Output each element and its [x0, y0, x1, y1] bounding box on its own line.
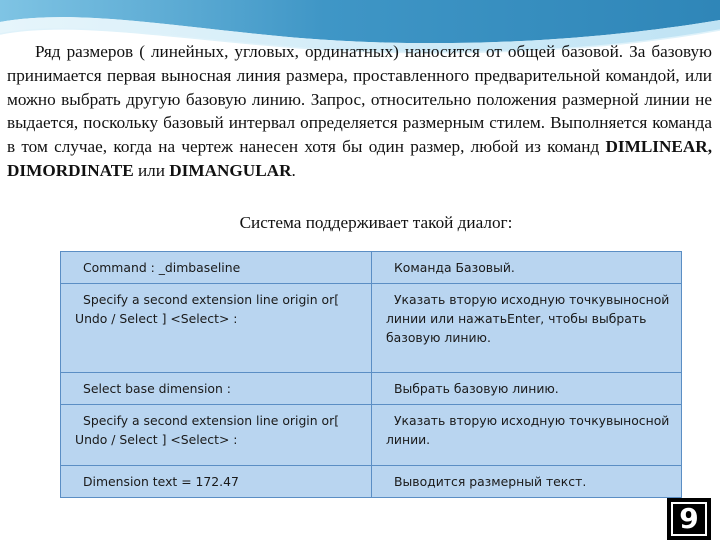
- command-text: Select base dimension :: [83, 381, 231, 396]
- description-text: Указать вторую исходную точкувыносной линии или нажатьEnter, чтобы выбрать базовую линию.: [386, 292, 670, 345]
- description-cell: [372, 405, 682, 466]
- dialog-caption: Система поддерживает такой диалог:: [239, 213, 513, 232]
- description-paragraph: [7, 40, 712, 183]
- dialog-table: [60, 251, 682, 498]
- table-row: [61, 284, 682, 373]
- command-cell: [61, 405, 372, 466]
- table-row: [61, 466, 682, 498]
- command-cell: [61, 373, 372, 405]
- command-cell: [61, 252, 372, 284]
- description-text: Выбрать базовую линию.: [394, 381, 559, 396]
- description-text: Указать вторую исходную точкувыносной линии.: [386, 413, 670, 447]
- paragraph-end: .: [291, 160, 296, 180]
- table-row: [61, 373, 682, 405]
- or-word: или: [137, 160, 165, 180]
- table-row: [61, 252, 682, 284]
- description-cell: [372, 284, 682, 373]
- command-dimordinate: DIMORDINATE: [7, 160, 134, 180]
- table-row: [61, 405, 682, 466]
- page-number-badge: 9: [667, 498, 711, 540]
- command-cell: [61, 466, 372, 498]
- command-text: Dimension text = 172.47: [83, 474, 239, 489]
- description-cell: [372, 466, 682, 498]
- paragraph-text: Ряд размеров ( линейных, угловых, ординатных) наносится от общей базовой. За базовую принимается первая выносная линия размера, проставленного предварительной командой, или можно выбрать другую базовую линию. Запрос, относительно положения размерной линии не выдается, поскольку базовый интервал определяется размерным стилем. Выполняется команда в том случае, когда на чертеж нанесен хотя бы один размер, любой из команд: [7, 42, 712, 157]
- description-text: Выводится размерный текст.: [394, 474, 587, 489]
- command-separator: ,: [707, 137, 712, 157]
- description-text: Команда Базовый.: [394, 260, 515, 275]
- description-cell: [372, 373, 682, 405]
- description-cell: [372, 252, 682, 284]
- command-text: Command : _dimbaseline: [83, 260, 241, 275]
- command-text: Specify a second extension line origin or[ Undo / Select ] <Select> :: [75, 413, 340, 447]
- command-dimangular: DIMANGULAR: [169, 160, 292, 180]
- command-cell: [61, 284, 372, 373]
- command-text: Specify a second extension line origin or[ Undo / Select ] <Select> :: [75, 292, 340, 326]
- command-dimlinear: DIMLINEAR: [605, 137, 708, 157]
